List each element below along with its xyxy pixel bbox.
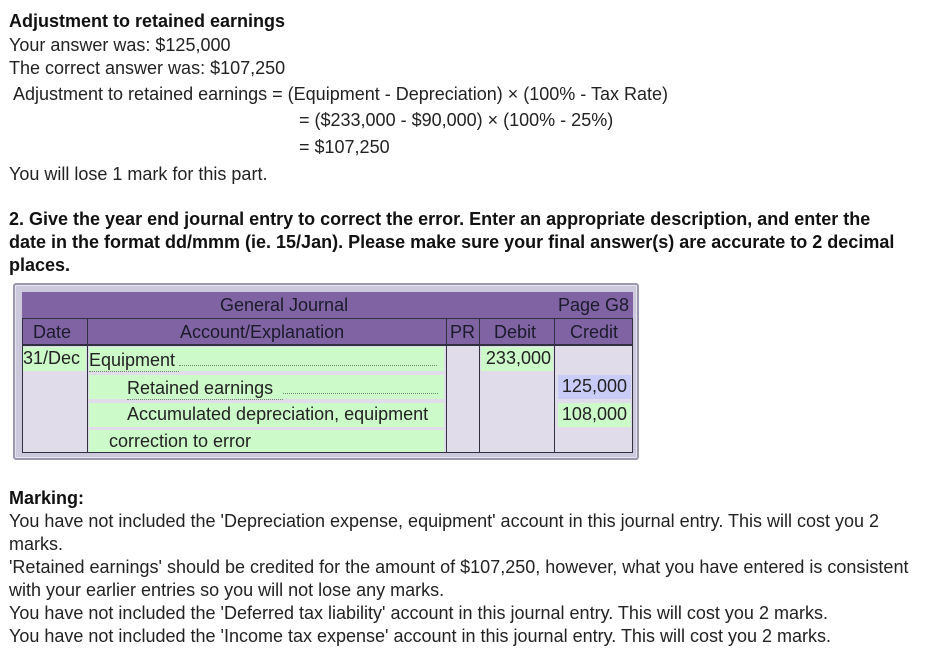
- description-input[interactable]: correction to error: [89, 430, 444, 452]
- journal-title-row: [22, 292, 633, 318]
- marking-line-3: You have not included the 'Deferred tax liability' account in this journal entry. This will cost you 2 marks.: [9, 603, 828, 623]
- row2-account-input[interactable]: Retained earnings: [89, 375, 444, 399]
- correct-answer-text: The correct answer was: $107,250: [9, 58, 286, 78]
- calc-line-1: Adjustment to retained earnings = (Equipment - Depreciation) × (100% - Tax Rate): [13, 84, 669, 104]
- adjustment-heading: Adjustment to retained earnings: [9, 11, 286, 31]
- col-date-header: Date: [22, 318, 88, 345]
- row3-account-input[interactable]: Accumulated depreciation, equipment: [89, 403, 444, 427]
- marking-line-1: You have not included the 'Depreciation expense, equipment' account in this journal entry. This will cost you 2 marks.: [9, 511, 880, 554]
- marking-line-2: 'Retained earnings' should be credited for the amount of $107,250, however, what you have entered is consistent with your earlier entries so you will not lose any marks.: [9, 557, 909, 600]
- general-journal: [13, 283, 639, 460]
- journal-table: [22, 292, 633, 453]
- journal-column-headers: [22, 318, 633, 345]
- row2-credit-input[interactable]: 125,000: [558, 375, 631, 399]
- col-account-header: Account/Explanation: [87, 318, 447, 345]
- row1-debit-input[interactable]: 233,000: [481, 347, 553, 371]
- col-pr-header: PR: [446, 318, 480, 345]
- row1-date-input[interactable]: 31/Dec: [23, 347, 86, 371]
- marking-line-4: You have not included the 'Income tax expense' account in this journal entry. This will cost you 2 marks.: [9, 626, 831, 646]
- col-credit-header: Credit: [554, 318, 633, 345]
- question-text: 2. Give the year end journal entry to correct the error. Enter an appropriate description, and enter the date in the format dd/mmm (ie. 15/Jan). Please make sure your final answer(s) are accurate to 2 decimal places.: [9, 209, 895, 275]
- marking-heading: Marking:: [9, 488, 85, 508]
- row1-account-input[interactable]: Equipment: [89, 347, 444, 371]
- journal-page: Page G8: [558, 295, 630, 315]
- row1-pr: [448, 347, 478, 371]
- calc-line-2: = ($233,000 - $90,000) × (100% - 25%): [299, 110, 614, 130]
- row3-credit-input[interactable]: 108,000: [558, 403, 631, 427]
- journal-title: General Journal: [220, 295, 349, 315]
- lose-marks-text: You will lose 1 mark for this part.: [9, 164, 268, 184]
- col-debit-header: Debit: [479, 318, 555, 345]
- marking-section: [9, 487, 924, 648]
- calc-line-3: = $107,250: [299, 137, 390, 157]
- your-answer-text: Your answer was: $125,000: [9, 35, 231, 55]
